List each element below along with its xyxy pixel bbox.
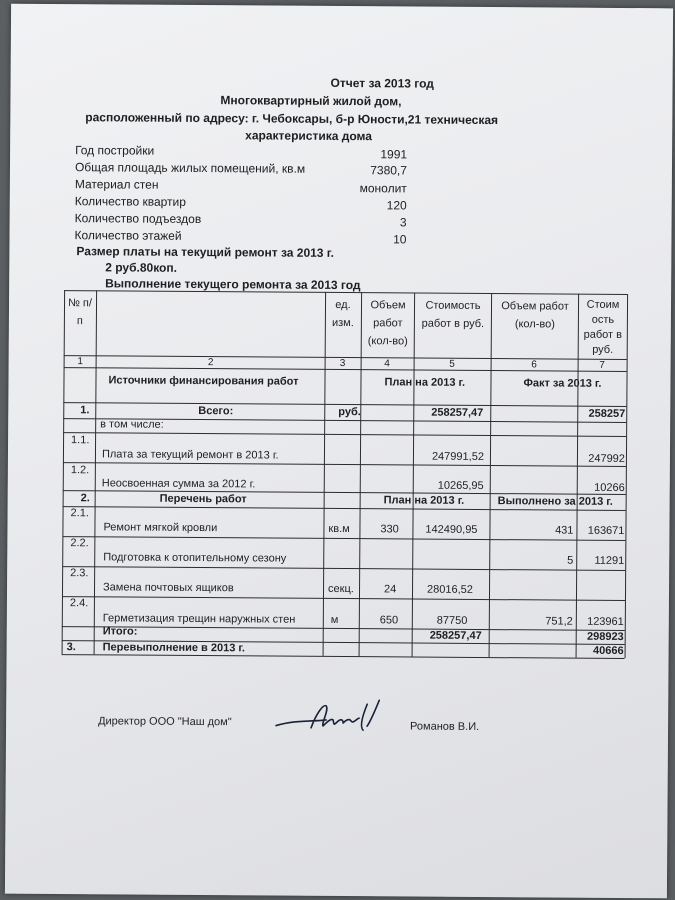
col-number: 2 [207, 357, 214, 369]
director-position: Директор ООО "Наш дом" [98, 715, 232, 729]
overrun-label: Перевыполнение в 2013 г. [102, 641, 245, 655]
work-row-vol-fact: 5 [567, 554, 574, 567]
total-unit: руб. [338, 405, 361, 419]
work-row-label: Герметизация трещин наружных стен [102, 612, 296, 626]
col-header-num: № п/п [68, 297, 93, 328]
director-name: Романов В.И. [410, 720, 480, 733]
work-row-num: 2.2. [70, 537, 89, 550]
works-section-num: 2. [80, 492, 90, 505]
works-section-label: Перечень работ [159, 492, 247, 506]
funding-row-fact: 10266 [594, 481, 625, 494]
char-value-entrances: 3 [399, 215, 407, 230]
work-row-num: 2.1. [70, 507, 89, 520]
char-label-entrances: Количество подъездов [74, 211, 202, 227]
char-label-floors: Количество этажей [74, 228, 182, 243]
work-row-vol-fact: 751,2 [545, 615, 573, 628]
work-row-unit: секц. [327, 582, 354, 596]
work-row-vol-plan: 330 [380, 523, 399, 536]
total-plan: 258257,47 [431, 406, 484, 420]
col-number: 3 [339, 358, 346, 370]
handwritten-signature [271, 696, 401, 742]
work-row-cost-fact: 11291 [594, 554, 625, 567]
characteristics-heading: характеристика дома [245, 128, 372, 144]
itogo-label: Итого: [102, 625, 138, 638]
col-header-cost-fact: Стоим ость работ в руб. [583, 298, 623, 356]
work-row-label: Подготовка к отопительному сезону [103, 551, 287, 565]
col-number: 7 [599, 359, 605, 371]
work-row-vol-plan: 24 [383, 583, 397, 596]
funding-row-num: 1.2. [70, 464, 90, 477]
works-section-fact: Выполнено за 2013 г. [497, 495, 613, 508]
execution-title: Выполнение текущего ремонта за 2013 год [105, 276, 361, 293]
work-row-unit: м [330, 613, 339, 626]
payment-amount: 2 руб.80коп. [105, 260, 178, 275]
work-row-vol-fact: 431 [555, 524, 574, 537]
building-address: расположенный по адресу: г. Чебоксары, б-р Юности,21 техническая [85, 110, 499, 128]
char-label-area: Общая площадь жилых помещений, кв.м [74, 160, 306, 176]
funding-title: Источники финансирования работ [108, 374, 299, 388]
char-value-walls: монолит [359, 181, 407, 196]
char-value-year: 1991 [380, 147, 408, 162]
funding-row-num: 1.1. [71, 434, 90, 447]
col-header-cost-plan: Стоимость работ в руб. [421, 299, 485, 331]
col-number: 1 [77, 356, 83, 368]
char-value-apartments: 120 [386, 198, 407, 213]
overrun-num: 3. [66, 641, 76, 654]
building-type: Многоквартирный жилой дом, [220, 93, 402, 109]
itogo-fact: 298923 [586, 630, 624, 643]
total-label: Всего: [198, 405, 234, 418]
col-number: 4 [384, 358, 390, 370]
including-label: в том числе: [100, 418, 164, 431]
total-fact: 258257 [588, 407, 626, 420]
work-row-cost-fact: 123961 [587, 615, 624, 628]
funding-row-fact: 247992 [588, 452, 625, 465]
col-number: 6 [531, 359, 537, 371]
payment-title: Размер платы на текущий ремонт за 2013 г. [76, 244, 335, 260]
work-row-cost-plan: 28016,52 [426, 583, 473, 596]
work-row-unit: кв.м [328, 522, 350, 536]
work-row-cost-fact: 163671 [587, 524, 625, 537]
funding-plan-label: План на 2013 г. [384, 376, 466, 389]
repair-table [11, 4, 673, 9]
col-number: 5 [449, 358, 455, 370]
document-page [5, 4, 673, 899]
char-value-area: 7380,7 [370, 163, 408, 178]
funding-row-label: Плата за текущий ремонт в 2013 г. [101, 448, 279, 462]
total-num: 1. [80, 404, 90, 417]
work-row-cost-plan: 142490,95 [425, 523, 478, 536]
col-header-unit: ед. изм. [331, 298, 354, 330]
work-row-label: Замена почтовых ящиков [103, 581, 234, 595]
funding-row-plan: 10265,95 [437, 479, 484, 493]
funding-row-label: Неосвоенная сумма за 2012 г. [101, 477, 256, 491]
funding-row-plan: 247991,52 [431, 450, 485, 464]
report-title: Отчет за 2013 год [330, 75, 435, 91]
work-row-cost-plan: 87750 [436, 614, 468, 627]
work-row-num: 2.3. [70, 567, 89, 580]
char-label-year: Год постройки [75, 143, 155, 158]
col-header-volume-plan: Объем работ (кол-во) [367, 299, 408, 348]
col-header-volume-fact: Объем работ (кол-во) [501, 300, 569, 331]
char-value-floors: 10 [393, 232, 407, 247]
works-section-plan: План на 2013 г. [383, 494, 465, 507]
work-row-vol-plan: 650 [379, 614, 399, 627]
itogo-plan: 258257,47 [429, 629, 482, 643]
char-label-walls: Материал стен [74, 177, 159, 192]
char-label-apartments: Количество квартир [74, 194, 187, 209]
overrun-fact: 40666 [592, 644, 624, 657]
work-row-num: 2.4. [69, 597, 89, 610]
work-row-label: Ремонт мягкой кровли [103, 521, 218, 535]
funding-fact-label: Факт за 2013 г. [523, 377, 602, 390]
